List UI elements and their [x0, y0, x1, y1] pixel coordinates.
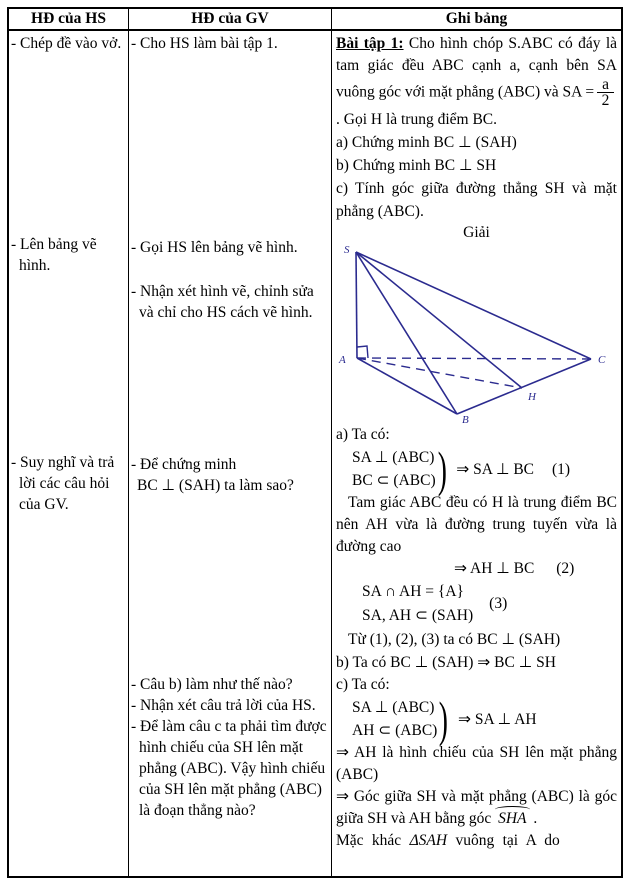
- fraction-denominator: 2: [601, 92, 610, 109]
- lesson-table: [7, 7, 623, 878]
- right-angle-marker: [357, 346, 368, 358]
- gv-note-question-a-line2: BC ⊥ (SAH) ta làm sao?: [137, 477, 294, 494]
- system-1-line-2: BC ⊂ (ABC): [352, 472, 436, 489]
- system-2-lines: [352, 696, 437, 742]
- edge-SA: [356, 252, 357, 358]
- label-S: S: [344, 244, 350, 256]
- gv-note-question-a-line1: - Để chứng minh: [131, 456, 237, 473]
- system-1-lines: [352, 446, 436, 492]
- system-1-tag: (1): [552, 460, 571, 478]
- gv-note-assign: - Cho HS làm bài tập 1.: [131, 35, 278, 52]
- solution-a-paragraph: Tam giác ABC đều có H là trung điểm BC nên AH vừa là đường trung tuyến vừa là đường cao: [336, 494, 617, 555]
- edge-SC: [356, 252, 591, 359]
- edge-BC: [457, 359, 591, 414]
- projection-paragraph: ⇒ AH là hình chiếu của SH lên mặt phẳng (ABC): [336, 744, 617, 783]
- system-2-line-2: AH ⊂ (ABC): [352, 722, 438, 739]
- column-student-activities: [9, 31, 129, 876]
- header-cell-gv: HĐ của GV: [129, 9, 332, 29]
- solution-a-heading: a) Ta có:: [336, 426, 390, 443]
- table-header-row: [9, 9, 621, 31]
- label-B: B: [462, 414, 469, 424]
- gv-note-question-b: - Câu b) làm như thế nào?: [131, 676, 293, 693]
- hs-note-copy: - Chép đề vào vở.: [11, 35, 122, 52]
- system-1-brace: ): [437, 441, 447, 497]
- system-2: [352, 691, 617, 747]
- solution-a-conclusion: Từ (1), (2), (3) ta có BC ⊥ (SAH): [348, 631, 561, 648]
- fraction-numerator: a: [597, 77, 614, 93]
- hs-note-answer: - Suy nghĩ và trả lời các câu hỏi của GV.: [11, 454, 115, 513]
- header-cell-hs: HĐ của HS: [9, 9, 129, 29]
- angle-SHA-notation: SHA: [495, 808, 529, 830]
- column-teacher-activities: [129, 31, 332, 876]
- ah-perp-bc-tag: (2): [556, 560, 575, 577]
- system-2-line-1: SA ⊥ (ABC): [352, 699, 435, 716]
- triangle-paragraph: [336, 830, 617, 852]
- system-2-brace: ): [439, 691, 449, 747]
- angle-paragraph-text-2: .: [529, 810, 538, 827]
- gv-note-feedback: - Nhận xét câu trả lời của HS.: [131, 697, 316, 714]
- system-3-lines: [362, 580, 473, 628]
- angle-paragraph-text-1: ⇒ Góc giữa SH và mặt phẳng (ABC) là góc giữa SH và AH bằng góc: [336, 788, 617, 827]
- gv-note-question-c: - Để làm câu c ta phải tìm được hình chiếu của SH lên mặt phẳng (ABC). Vậy hình chiếu của SH lên mặt phẳng (ABC) là đoạn thẳng nào?: [131, 718, 327, 819]
- ah-perp-bc-line: [454, 558, 617, 580]
- ah-perp-bc-text: ⇒ AH ⊥ BC: [454, 560, 535, 577]
- system-1-result: ⇒ SA ⊥ BC: [456, 460, 535, 478]
- system-3-tag: (3): [489, 595, 508, 612]
- table-body-row: [9, 31, 621, 876]
- triangle-paragraph-text-1: Mặc khác: [336, 832, 410, 849]
- problem-text-2: . Gọi H là trung điểm BC.: [336, 111, 498, 128]
- column-board: [332, 31, 621, 876]
- problem-label: Bài tập 1:: [336, 35, 404, 52]
- system-1: [352, 441, 617, 497]
- question-a: a) Chứng minh BC ⊥ (SAH): [336, 134, 517, 151]
- hs-note-draw: - Lên bảng vẽ hình.: [11, 236, 97, 274]
- problem-text-1: Cho hình chóp S.ABC có đáy là tam giác đều ABC cạnh a, cạnh bên SA vuông góc với mặt phẳng (ABC) và SA =: [336, 35, 617, 101]
- question-b: b) Chứng minh BC ⊥ SH: [336, 157, 497, 174]
- header-cell-board: Ghi bảng: [445, 10, 508, 27]
- label-H: H: [528, 391, 536, 403]
- triangle-SAH-notation: ΔSAH: [409, 832, 448, 849]
- pyramid-svg: [336, 242, 621, 424]
- gv-note-group: [129, 674, 331, 821]
- problem-statement: [336, 33, 617, 131]
- gv-note-review: - Nhận xét hình vẽ, chỉnh sửa và chỉ cho HS cách vẽ hình.: [131, 283, 314, 321]
- segment-AH-dashed: [357, 358, 522, 388]
- segment-SH: [356, 252, 522, 388]
- gv-note-call: - Gọi HS lên bảng vẽ hình.: [131, 239, 298, 256]
- triangle-paragraph-text-2: vuông tại A do: [447, 832, 560, 849]
- edge-SB: [356, 252, 457, 414]
- label-C: C: [598, 354, 606, 366]
- system-3-line-1: SA ∩ AH = {A}: [362, 583, 464, 600]
- question-c: c) Tính góc giữa đường thẳng SH và mặt phẳng (ABC).: [336, 180, 617, 220]
- label-A: A: [339, 354, 346, 366]
- solution-c-heading: c) Ta có:: [336, 676, 390, 693]
- fraction-a-over-2: [597, 77, 614, 109]
- solution-title: Giải: [463, 224, 490, 241]
- system-3-line-2: SA, AH ⊂ (SAH): [362, 607, 474, 624]
- pyramid-figure: [336, 242, 621, 424]
- system-1-line-1: SA ⊥ (ABC): [352, 449, 435, 466]
- angle-paragraph: [336, 786, 617, 830]
- solution-b-line: b) Ta có BC ⊥ (SAH) ⇒ BC ⊥ SH: [336, 654, 556, 671]
- system-3: [362, 580, 617, 628]
- edge-AC-dashed: [357, 358, 591, 359]
- system-2-result: ⇒ SA ⊥ AH: [457, 710, 537, 728]
